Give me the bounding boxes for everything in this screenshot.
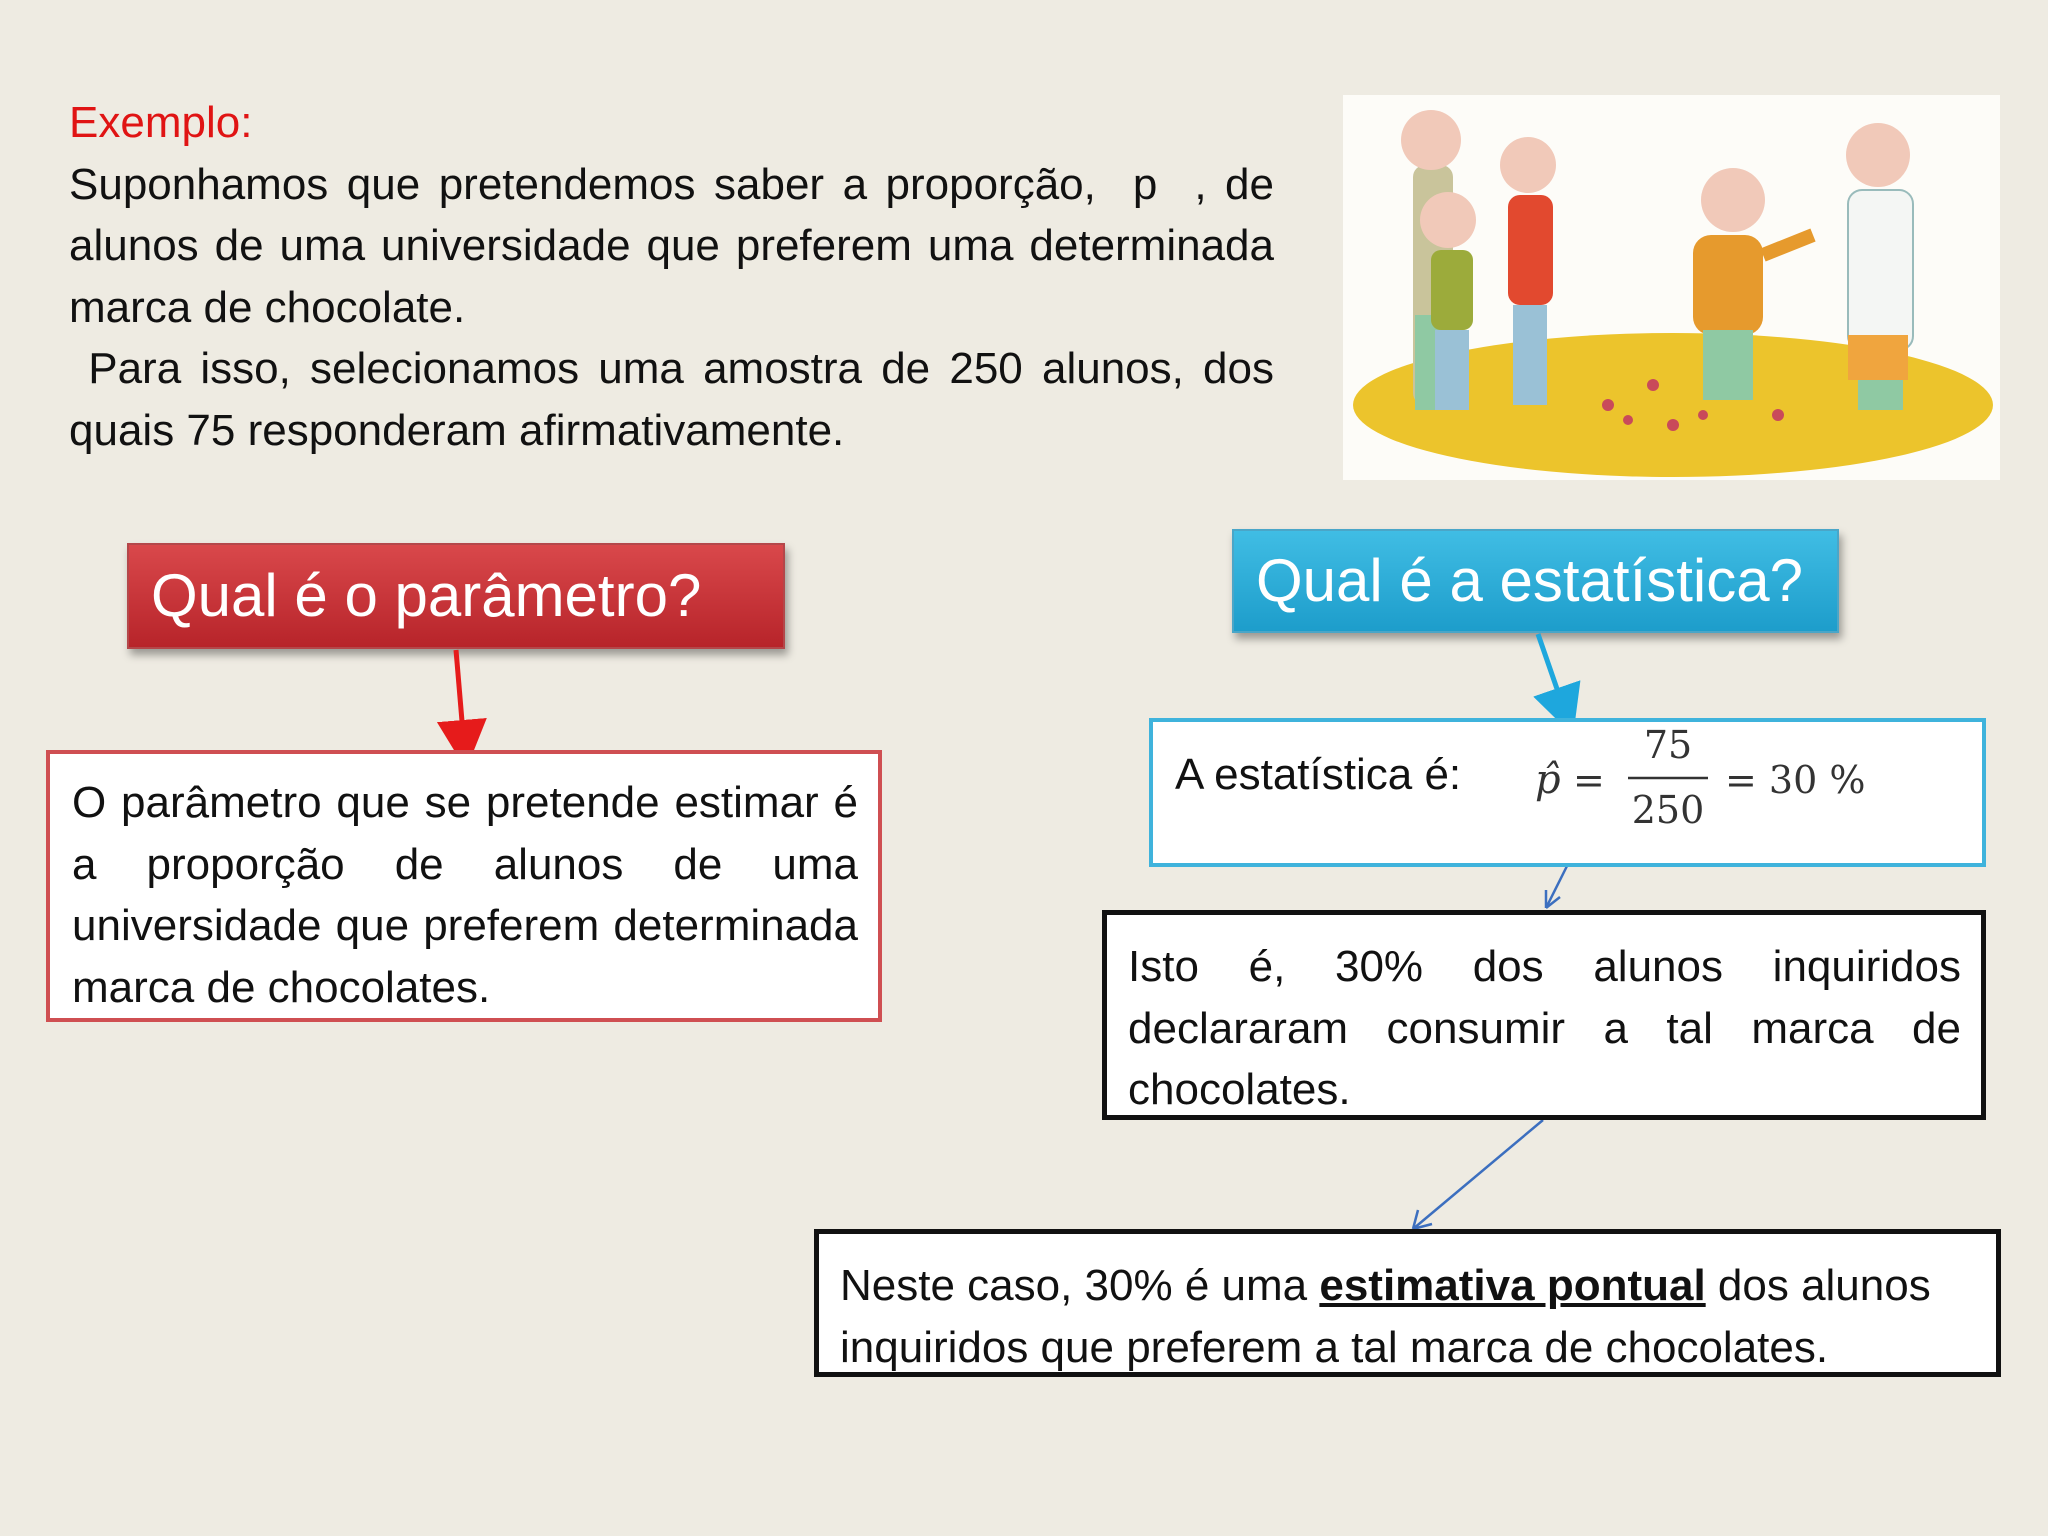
arrow-to-parameter-answer: [456, 650, 464, 745]
intro-paragraph-2: Para isso, selecionamos uma amostra de 250 alunos, dos quais 75 responderam afirmativamente.: [69, 344, 1275, 455]
parameter-answer-text: O parâmetro que se pretende estimar é a proporção de alunos de uma universidade que preferem determinada marca de chocolates.: [72, 778, 858, 1012]
intro-paragraph-1: Suponhamos que pretendemos saber a proporção, p , de alunos de uma universidade que preferem uma determinada marca de chocolate.: [69, 159, 1275, 332]
fraction-numerator: 75: [1643, 725, 1693, 767]
statistic-formula: [1535, 725, 1875, 840]
parameter-answer-box: [46, 750, 882, 1022]
point-estimate-term: estimativa pontual: [1319, 1261, 1706, 1310]
example-label: Exemplo:: [69, 98, 253, 147]
interpretation-text: Isto é, 30% dos alunos inquiridos declararam consumir a tal marca de chocolates.: [1128, 942, 1961, 1114]
conclusion-box: [814, 1229, 2001, 1377]
fraction-denominator: 250: [1631, 788, 1705, 832]
interpretation-box: [1102, 910, 1986, 1120]
arrow-to-statistic: [1538, 634, 1565, 712]
equals-sign: =: [1573, 758, 1605, 802]
statistic-question-banner: Qual é a estatística?: [1232, 529, 1839, 633]
parameter-question-banner: Qual é o parâmetro?: [127, 543, 785, 649]
statistic-label: A estatística é:: [1175, 750, 1462, 799]
conclusion-text: Neste caso, 30% é uma estimativa pontual dos alunos inquiridos que preferem a tal marca de chocolates.: [840, 1261, 1931, 1372]
statistic-result: = 30 %: [1725, 758, 1866, 802]
arrow-to-conclusion: [1413, 1120, 1543, 1229]
p-hat-symbol: p̂: [1535, 757, 1561, 803]
arrow-to-interpretation: [1546, 866, 1567, 908]
